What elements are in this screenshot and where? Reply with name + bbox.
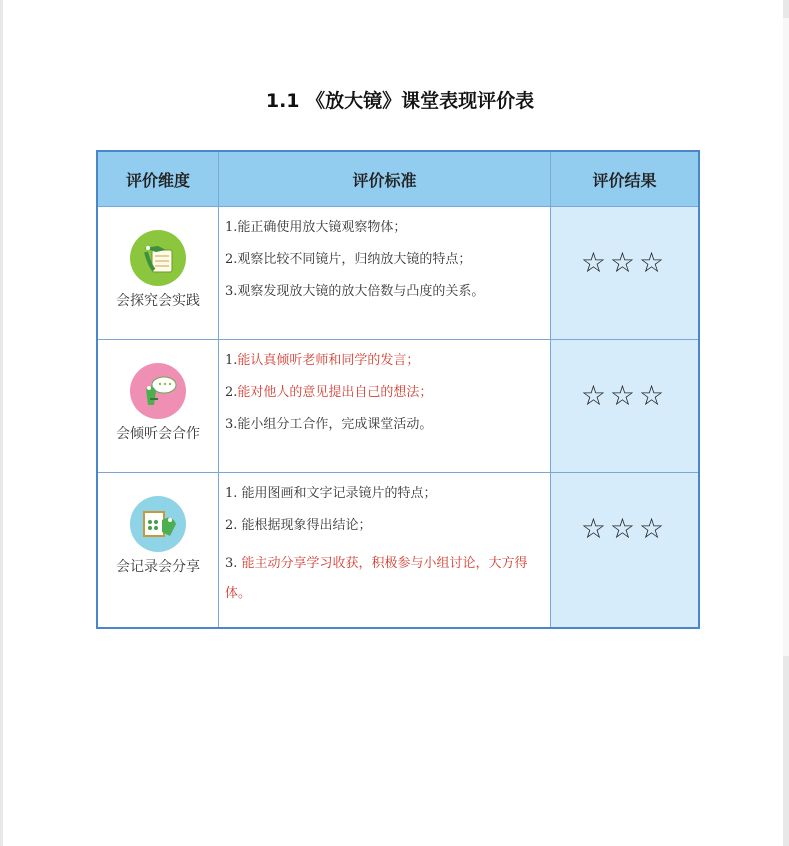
criteria-cell bbox=[218, 473, 550, 629]
criteria-text: 观察比较不同镜片，归纳放大镜的特点； bbox=[237, 252, 472, 267]
criteria-text: 能主动分享学习收获，积极参与小组讨论，大方得体。 bbox=[224, 556, 528, 601]
result-cell bbox=[550, 473, 699, 629]
criteria-text: 能用图画和文字记录镜片的特点； bbox=[241, 486, 437, 501]
star-rating[interactable]: ☆☆☆ bbox=[580, 512, 669, 545]
criteria-item bbox=[225, 485, 544, 503]
header-dimension: 评价维度 bbox=[97, 151, 218, 207]
crocodile-explore-icon bbox=[130, 230, 186, 286]
criteria-text: 观察发现放大镜的放大倍数与凸度的关系。 bbox=[237, 284, 485, 299]
dimension-cell bbox=[97, 340, 218, 473]
criteria-number: 1. bbox=[224, 220, 238, 235]
table-header-row bbox=[97, 151, 699, 207]
criteria-number: 2. bbox=[224, 252, 238, 267]
page-title: 1.1 《放大镜》课堂表现评价表 bbox=[265, 90, 535, 112]
criteria-text: 能正确使用放大镜观察物体； bbox=[237, 220, 407, 235]
evaluation-table bbox=[96, 150, 700, 629]
criteria-cell bbox=[218, 340, 550, 473]
criteria-number: 1. bbox=[224, 353, 238, 368]
dimension-cell bbox=[97, 207, 218, 340]
result-cell bbox=[550, 207, 699, 340]
criteria-cell bbox=[218, 207, 550, 340]
crocodile-listen-icon bbox=[130, 363, 186, 419]
criteria-number: 3. bbox=[224, 284, 238, 299]
criteria-number: 3. bbox=[224, 417, 238, 432]
criteria-number: 3. bbox=[224, 556, 242, 571]
criteria-number: 1. bbox=[224, 486, 242, 501]
table-row bbox=[97, 207, 699, 340]
criteria-text: 能对他人的意见提出自己的想法； bbox=[237, 385, 433, 400]
criteria-number: 2. bbox=[224, 518, 242, 533]
dimension-label: 会倾听会合作 bbox=[115, 426, 200, 442]
criteria-item bbox=[225, 517, 544, 535]
dimension-label: 会探究会实践 bbox=[115, 293, 200, 309]
criteria-item bbox=[225, 219, 544, 237]
star-rating[interactable]: ☆☆☆ bbox=[580, 379, 669, 412]
criteria-item bbox=[225, 283, 544, 301]
criteria-number: 2. bbox=[224, 385, 238, 400]
criteria-item bbox=[225, 549, 544, 609]
table-row bbox=[97, 473, 699, 629]
table-row bbox=[97, 340, 699, 473]
scroll-gutter[interactable] bbox=[783, 18, 789, 656]
criteria-item bbox=[225, 384, 544, 402]
star-rating[interactable]: ☆☆☆ bbox=[580, 246, 669, 279]
criteria-text: 能认真倾听老师和同学的发言； bbox=[237, 353, 420, 368]
criteria-text: 能根据现象得出结论； bbox=[241, 518, 372, 533]
criteria-item bbox=[225, 352, 544, 370]
crocodile-record-icon bbox=[130, 496, 186, 552]
criteria-item bbox=[225, 416, 544, 434]
criteria-text: 能小组分工合作，完成课堂活动。 bbox=[237, 417, 433, 432]
criteria-item bbox=[225, 251, 544, 269]
header-result: 评价结果 bbox=[550, 151, 699, 207]
dimension-cell bbox=[97, 473, 218, 629]
dimension-label: 会记录会分享 bbox=[115, 559, 200, 575]
header-criteria: 评价标准 bbox=[218, 151, 550, 207]
result-cell bbox=[550, 340, 699, 473]
